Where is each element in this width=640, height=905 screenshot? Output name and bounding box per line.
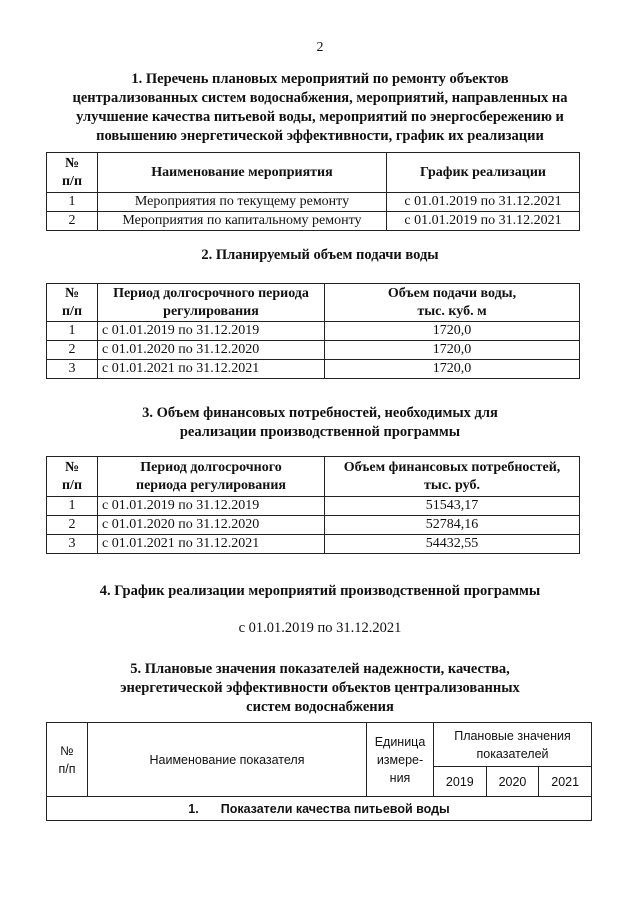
col-period-header: Период долгосрочного периода регулирования — [98, 284, 325, 322]
col-number-header: № п/п — [47, 723, 88, 797]
section-5-heading — [0, 660, 640, 717]
heading-line: реализации производственной программы — [179, 424, 461, 440]
table-financial-needs — [46, 456, 580, 554]
section-title: Показатели качества питьевой воды — [220, 801, 450, 816]
section-number: 1. — [188, 801, 199, 816]
heading-line: улучшение качества питьевой воды, мероприятий по энергосбережению и — [76, 109, 564, 125]
section-4-period: с 01.01.2019 по 31.12.2021 — [238, 620, 402, 636]
heading-line: 1. Перечень плановых мероприятий по ремонту объектов — [131, 71, 509, 87]
table-row: 2 Мероприятия по капитальному ремонту с 01.01.2019 по 31.12.2021 — [47, 212, 580, 231]
col-period-header: Период долгосрочного периода регулирования — [98, 457, 325, 497]
section-2-heading: 2. Планируемый объем подачи воды — [201, 247, 439, 263]
col-number-header: № п/п — [47, 153, 98, 193]
year-2020-header: 2020 — [486, 767, 539, 797]
col-name-header: Наименование мероприятия — [98, 153, 387, 193]
table-row: 3 с 01.01.2021 по 31.12.2021 1720,0 — [47, 360, 580, 379]
heading-line: 3. Объем финансовых потребностей, необходимых для — [142, 405, 498, 421]
col-indicator-name-header: Наименование показателя — [88, 723, 367, 797]
page-number: 2 — [316, 40, 324, 55]
table-row: 1 Мероприятия по текущему ремонту с 01.01.2019 по 31.12.2021 — [47, 193, 580, 212]
table-row: 3 с 01.01.2021 по 31.12.2021 54432,55 — [47, 535, 580, 554]
col-schedule-header: График реализации — [387, 153, 580, 193]
table-row: 2 с 01.01.2020 по 31.12.2020 52784,16 — [47, 516, 580, 535]
heading-line: централизованных систем водоснабжения, мероприятий, направленных на — [72, 90, 568, 106]
section-4-heading: 4. График реализации мероприятий производственной программы — [99, 583, 541, 599]
col-volume-header: Объем подачи воды, тыс. куб. м — [325, 284, 580, 322]
heading-line: повышению энергетической эффективности, график их реализации — [96, 128, 544, 144]
heading-line: энергетической эффективности объектов централизованных — [120, 680, 520, 696]
table-row: 2 с 01.01.2020 по 31.12.2020 1720,0 — [47, 341, 580, 360]
col-unit-header: Единица измере- ния — [367, 723, 434, 797]
table-activities — [46, 152, 580, 231]
year-2019-header: 2019 — [434, 767, 487, 797]
col-plan-header: Плановые значения показателей — [434, 723, 592, 767]
col-number-header: № п/п — [47, 284, 98, 322]
section-3-heading — [0, 404, 640, 442]
col-number-header: № п/п — [47, 457, 98, 497]
heading-line: 5. Плановые значения показателей надежности, качества, — [130, 661, 510, 677]
table-row: 1 с 01.01.2019 по 31.12.2019 51543,17 — [47, 497, 580, 516]
table-water-volume — [46, 283, 580, 379]
heading-line: систем водоснабжения — [246, 699, 394, 715]
year-2021-header: 2021 — [539, 767, 592, 797]
table-indicators — [46, 722, 592, 821]
table-section-row — [47, 797, 592, 821]
table-row: 1 с 01.01.2019 по 31.12.2019 1720,0 — [47, 322, 580, 341]
col-finance-header: Объем финансовых потребностей, тыс. руб. — [325, 457, 580, 497]
section-1-heading — [0, 70, 640, 146]
